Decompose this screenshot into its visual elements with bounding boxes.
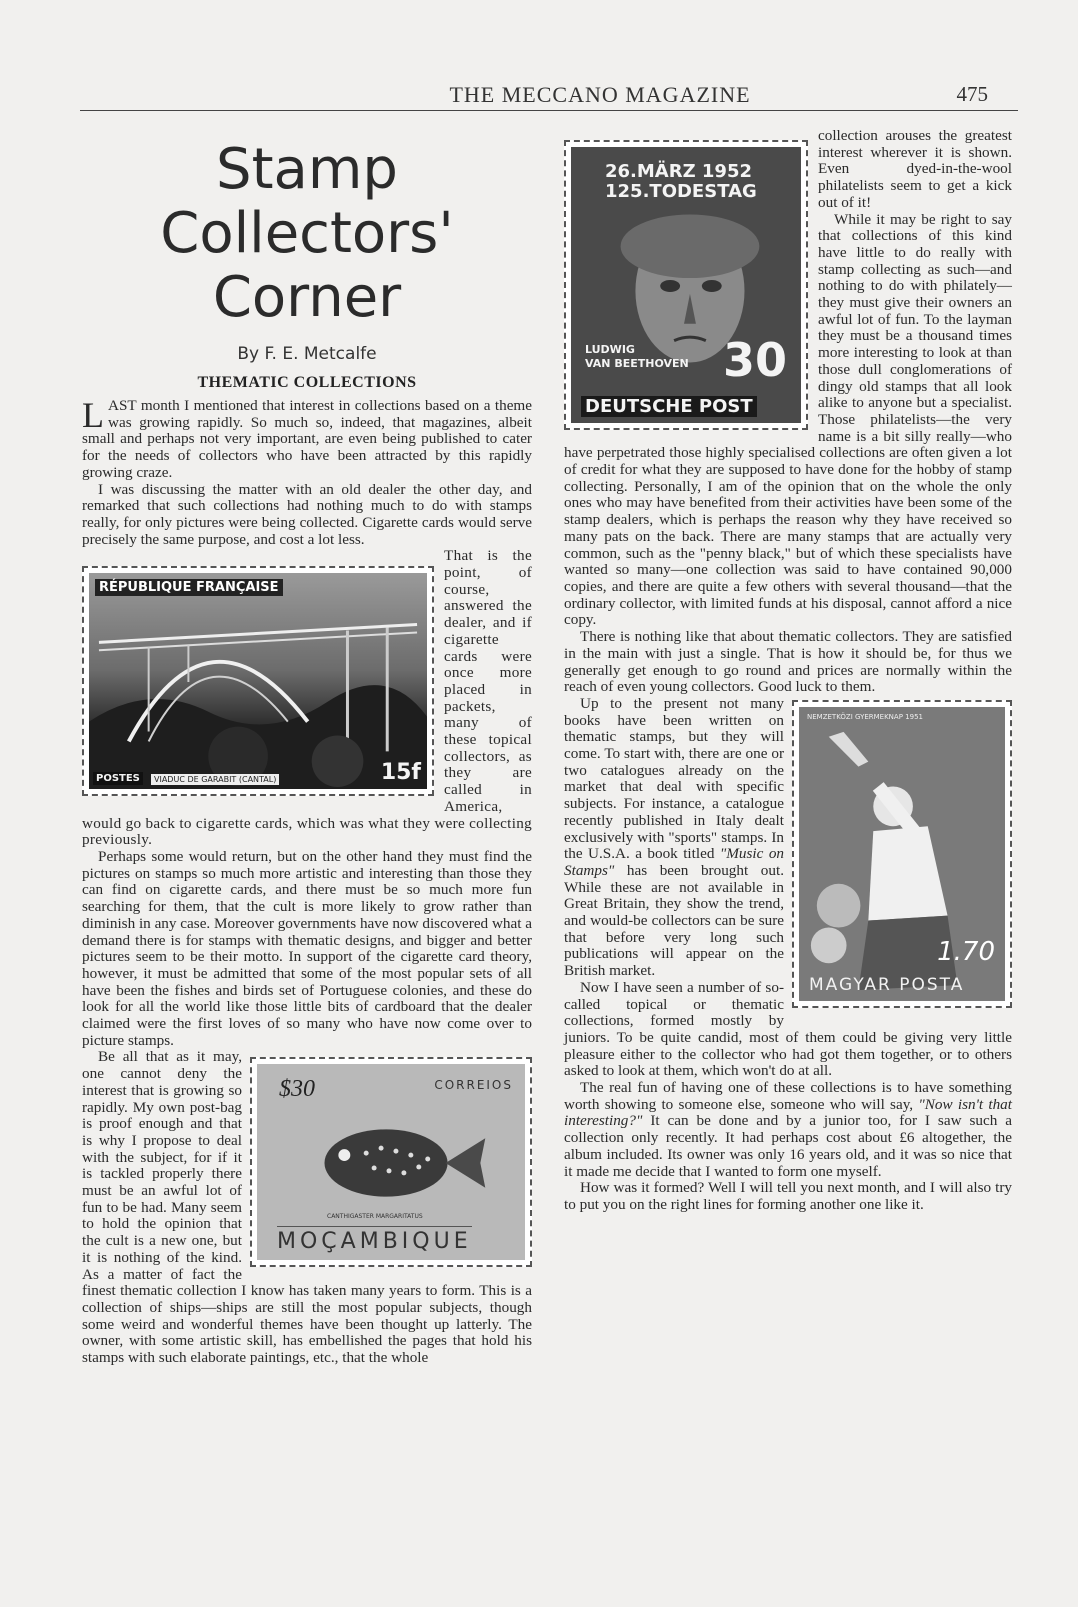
stamp-date: 26.MÄRZ 1952 xyxy=(605,161,753,182)
dropcap: L xyxy=(82,395,104,435)
left-column xyxy=(82,128,532,1367)
paragraph-9: Now I have seen a number of so-called topical or thematic collections, formed mostly by juniors. To be quite candid, most of them could be giving very little pleasure either to the collector who had got them together, or to others asked to look at them, which won't do at all. xyxy=(564,978,1012,1080)
page-number: 475 xyxy=(956,82,988,106)
viaduct-illustration xyxy=(89,573,427,789)
paragraph-8: Up to the present not many books have been written on thematic stamps, but they will come. To start with, there are one or two catalogues already on the market that deal with specific subjects. For instance, a catalogue recently published in Italy dealt exclusively with "sports" stamps. In the U.S.A. a book titled "Music on Stamps" has been brought out. While these are not available in Great Britain, they show the trend, and would-be collectors can be sure that before very long such publications will appear on the British market. xyxy=(564,694,785,980)
paragraph-5: collection arouses the greatest interest wherever it is shown. Even dyed-in-the-wool philatelists seem to get a kick out of it! xyxy=(818,127,1012,211)
article-title xyxy=(82,138,532,330)
stamp-name-2: VAN BEETHOVEN xyxy=(585,357,689,370)
stamp-country-label: RÉPUBLIQUE FRANÇAISE xyxy=(95,579,283,596)
paragraph-4: Be all that as it may, one cannot deny the interest that is growing so rapidly. My own post-bag is proof enough and that is why I propose to deal with the subject, for if it is tackled properly there must be an awful lot of fun to be had. Many seem to hold the opinion that the cult is a new one, but it is nothing of the kind. As a matter of fact the finest thematic collection I know has taken many years to form. This is a collection of ships—ships are still the most popular subjects, though some weird and wonderful themes have been thought up latterly. The owner, with some artistic skill, has embellished the pages that hold his stamps with such elaborate paintings, etc., that the whole xyxy=(82,1048,532,1367)
stamp-germany-beethoven xyxy=(564,140,808,430)
byline: By F. E. Metcalfe xyxy=(237,344,377,364)
stamp-line-2: 125.TODESTAG xyxy=(605,181,757,202)
stamp-mozambique-fish xyxy=(250,1057,532,1267)
stamp-france-viaduct xyxy=(82,566,434,796)
paragraph-7: There is nothing like that about thematic collectors. They are satisfied in the main with just a single. That is how it should be, for thus we generally get enough to go round and prices are normally within the reach of even young collectors. Good luck to them. xyxy=(564,628,1012,696)
magazine-title: THE MECCANO MAGAZINE xyxy=(449,82,751,107)
running-head xyxy=(80,82,1018,111)
stamp-top-label: NEMZETKÖZI GYERMEKNAP 1951 xyxy=(807,712,923,721)
paragraph-6: While it may be right to say that collections of this kind have little to do really with stamp collecting as such—and nothing to do with philately—they must give their owners an awful lot of fun. To the layman they must be a thousand times more interesting to look at than those dull conglomerations of dingy old stamps that all look alike to anyone but a specialist. Those philatelists—the very name is a bit silly really—who have perpetrated those highly specialised collections are often given a lot of credit for what they are supposed to have done for the hobby of stamp collecting. Personally, I am of the opinion that on the whole the only ones who may have benefited from their activities have been some of the stamp dealers, which is perhaps the reason why they have received so many pats on the back. There are many stamps that are actually very common, such as the "penny black," but of which these specialists have wanted so many—one collection was said to have contained 90,000 copies, and there are quite a few others with several thousand—that the ordinary collector, with limited funds at his disposal, cannot afford a nice copy. xyxy=(564,210,1012,629)
title-line-1: Stamp Collectors' xyxy=(160,137,454,266)
title-line-2: Corner xyxy=(212,265,402,330)
stamp-name-1: LUDWIG xyxy=(585,343,635,356)
right-column xyxy=(564,128,1012,1214)
stamp-country: DEUTSCHE POST xyxy=(581,396,757,417)
paragraph-2a: I was discussing the matter with an old dealer the other day, and remarked that such collections had nothing much to do with stamps really, for only pictures were being collected. Cigarette cards would serve precisely the same purpose, and cost a lot less. xyxy=(82,480,532,548)
stamp-top-label: CORREIOS xyxy=(434,1078,513,1093)
stamp-hungary-bugler xyxy=(792,700,1012,1008)
stamp-caption: VIADUC DE GARABIT (CANTAL) xyxy=(151,774,279,785)
stamp-value: 1.70 xyxy=(937,936,995,967)
section-heading: THEMATIC COLLECTIONS xyxy=(197,374,417,391)
stamp-value: $30 xyxy=(279,1076,315,1103)
stamp-caption: CANTHIGASTER MARGARITATUS xyxy=(327,1213,423,1221)
stamp-value: 30 xyxy=(722,333,787,387)
stamp-value: 15f xyxy=(380,760,421,786)
paragraph-2b: That is the point, of course, answered the dealer, and if cigarette cards were once more placed in packets, many of these topical collectors, as they are called in America, would go back to cigarette cards, which was what they were collecting previously. xyxy=(82,547,533,849)
paragraph-11: How was it formed? Well I will tell you next month, and I will also try to put you on the right lines for forming another one like it. xyxy=(564,1179,1012,1213)
paragraph-1: LAST month I mentioned that interest in collections based on a theme was growing rapidly. So much so, indeed, that magazines, albeit small and perhaps not very important, are even being published to cater for the needs of collectors who have been attracted by this rapidly growing craze. xyxy=(82,395,532,481)
paragraph-10: The real fun of having one of these collections is to have something worth showing to someone else, someone who will say, "Now isn't that interesting?" It can be done and by a junior too, for I saw such a collection only recently. It had perhaps cost about £6 altogether, the album included. Its owner was only 16 years old, and it was so nice that it made me decide that I wanted to form one myself. xyxy=(564,1079,1012,1180)
stamp-tag: POSTES xyxy=(93,772,143,785)
stamp-country: MAGYAR POSTA xyxy=(809,974,965,995)
stamp-country: MOÇAMBIQUE xyxy=(277,1226,472,1254)
paragraph-3: Perhaps some would return, but on the other hand they must find the pictures on stamps so much more artistic and interesting than those they can find on cigarette cards, and there must be so much more fun searching for them, that the cult is more likely to grow rather than diminish in any case. Moreover governments have now discovered what a demand there is for stamps with thematic designs, and bigger and better pictures seem to be their motto. In support of the cigarette card theory, however, it must be admitted that some of the most popular sets of all have been the fishes and birds set of Portuguese colonies, and these do look for all the world like those little bits of cardboard that the dealer claimed were the first loves of so many who have now come over to picture stamps. xyxy=(82,847,533,1049)
